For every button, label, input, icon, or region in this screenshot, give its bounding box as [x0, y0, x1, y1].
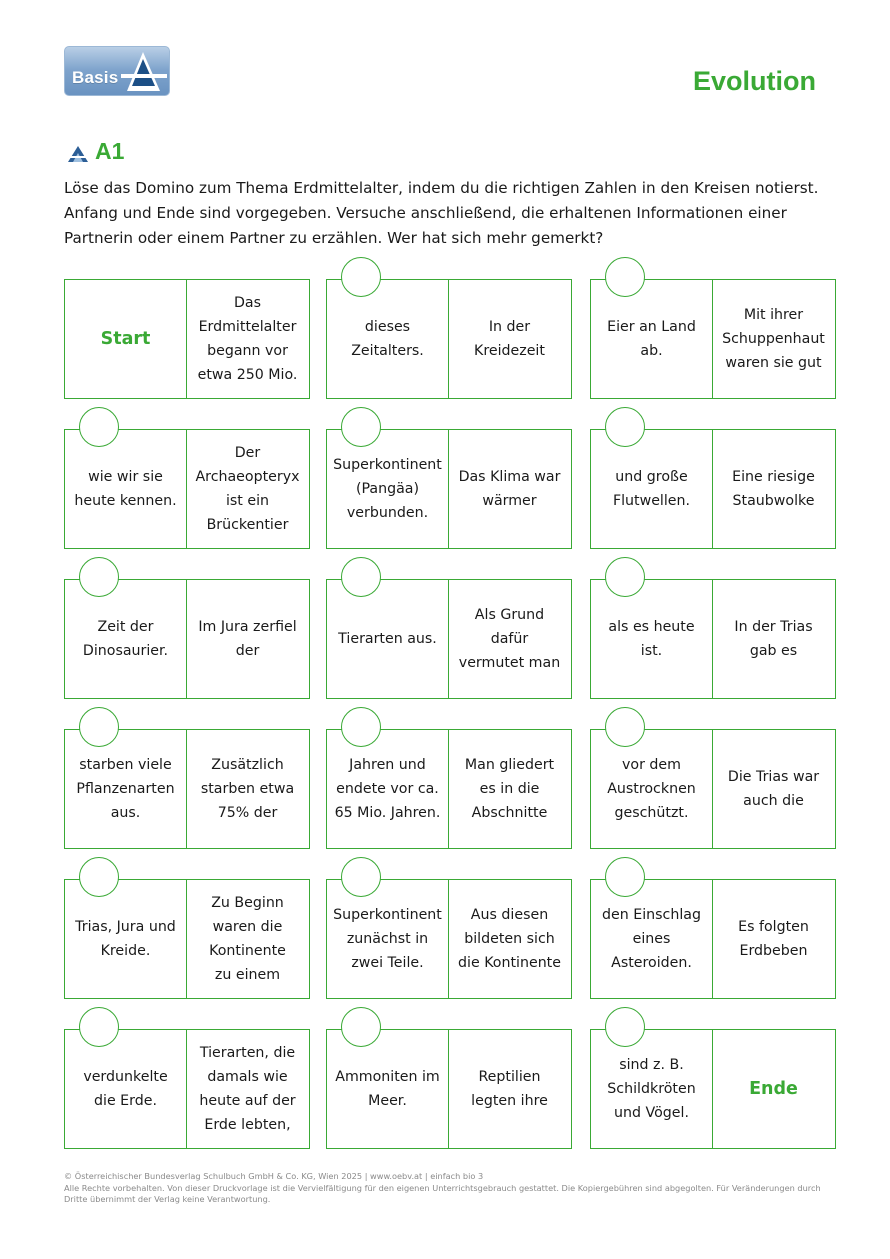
domino-card — [64, 879, 310, 999]
domino-card-left-text: Superkontinent zunächst in zwei Teile. — [333, 907, 442, 971]
answer-circle[interactable] — [341, 1007, 381, 1047]
answer-circle[interactable] — [341, 707, 381, 747]
answer-circle[interactable] — [79, 857, 119, 897]
answer-circle[interactable] — [341, 257, 381, 297]
answer-circle[interactable] — [605, 557, 645, 597]
domino-card — [590, 729, 836, 849]
domino-card-left-text: Eier an Land ab. — [607, 319, 696, 359]
answer-circle[interactable] — [605, 707, 645, 747]
domino-card-right-text: Der Archaeopteryx ist ein Brückentier — [195, 445, 300, 533]
answer-circle[interactable] — [605, 257, 645, 297]
domino-card-right-text: Das Erdmittelalter begann vor etwa 250 Mio. — [197, 295, 298, 383]
answer-circle[interactable] — [605, 407, 645, 447]
domino-card-left-text: sind z. B. Schildkröten und Vögel. — [607, 1057, 696, 1121]
task-instructions — [64, 176, 834, 251]
domino-card-right-text: Das Klima war wärmer — [458, 469, 561, 509]
domino-card-left-text: Jahren und endete vor ca. 65 Mio. Jahren. — [334, 757, 441, 821]
domino-card-right-text: Die Trias war auch die — [727, 769, 820, 809]
domino-card-left-text: starben viele Pflanzenarten aus. — [76, 757, 175, 821]
domino-card-right-text: Reptilien legten ihre — [471, 1069, 548, 1109]
answer-circle[interactable] — [341, 557, 381, 597]
answer-circle[interactable] — [605, 1007, 645, 1047]
page-title: Evolution — [693, 66, 816, 96]
domino-card — [64, 1029, 310, 1149]
answer-circle[interactable] — [79, 1007, 119, 1047]
domino-card-right-text: Als Grund dafür vermutet man — [458, 607, 561, 671]
domino-card-left-text: wie wir sie heute kennen. — [74, 469, 177, 509]
domino-card-right-text: Aus diesen bildeten sich die Kontinente — [458, 907, 561, 971]
footer-rights: Alle Rechte vorbehalten. Von dieser Druckvorlage ist die Vervielfältigung für den eigenen Unterrichtsgebrauch gestattet. Die Kopiergebühren sind abgegolten. Für Veränderungen durch — [64, 1182, 821, 1193]
pyramid-icon — [65, 47, 170, 96]
domino-card-left-text: Trias, Jura und Kreide. — [75, 919, 176, 959]
domino-card-left-text: Tierarten aus. — [338, 631, 437, 647]
domino-card — [590, 879, 836, 999]
domino-card-right-text: Tierarten, die damals wie heute auf der Erde lebten, — [199, 1045, 296, 1133]
domino-card-right-text: Es folgten Erdbeben — [738, 919, 809, 959]
domino-card-right-text: Man gliedert es in die Abschnitte — [464, 757, 555, 821]
domino-card-left-text: verdunkelte die Erde. — [83, 1069, 168, 1109]
instruction-line: Löse das Domino zum Thema Erdmittelalter, indem du die richtigen Zahlen in den Kreisen notierst. — [64, 179, 819, 197]
answer-circle[interactable] — [341, 857, 381, 897]
domino-card — [64, 729, 310, 849]
domino-card-right-text: Eine riesige Staubwolke — [732, 469, 815, 509]
instruction-line: Anfang und Ende sind vorgegeben. Versuche anschließend, die erhaltenen Informationen einer — [64, 204, 787, 222]
task-label: A1 — [95, 138, 125, 164]
domino-card-left-text: Superkontinent (Pangäa) verbunden. — [333, 457, 442, 521]
domino-card — [64, 279, 310, 399]
answer-circle[interactable] — [605, 857, 645, 897]
domino-card — [326, 879, 572, 999]
domino-card — [326, 579, 572, 699]
domino-card-right-text: Im Jura zerfiel der — [198, 619, 297, 659]
domino-card — [64, 579, 310, 699]
domino-card — [64, 429, 310, 549]
answer-circle[interactable] — [79, 707, 119, 747]
footer-liability: Dritte übernimmt der Verlag keine Verantwortung. — [64, 1194, 271, 1204]
domino-card — [590, 279, 836, 399]
domino-card-right-text: Mit ihrer Schuppenhaut waren sie gut — [722, 307, 825, 371]
domino-card — [590, 429, 836, 549]
answer-circle[interactable] — [79, 407, 119, 447]
domino-card — [590, 1029, 836, 1149]
footer-copyright: © Österreichischer Bundesverlag Schulbuch GmbH & Co. KG, Wien 2025 | www.oebv.at | einfach bio 3 — [64, 1171, 484, 1181]
domino-card — [326, 1029, 572, 1149]
domino-card-left-text: vor dem Austrocknen geschützt. — [607, 757, 696, 821]
domino-card-left-text: und große Flutwellen. — [612, 469, 691, 509]
domino-card — [590, 579, 836, 699]
domino-card-left-text: Ammoniten im Meer. — [335, 1069, 440, 1109]
logo-text: Basis — [72, 68, 119, 87]
domino-card-left-text: Start — [100, 329, 151, 349]
answer-circle[interactable] — [79, 557, 119, 597]
domino-card-left-text: Zeit der Dinosaurier. — [82, 619, 169, 659]
footer — [64, 1171, 834, 1206]
answer-circle[interactable] — [341, 407, 381, 447]
domino-card-left-text: den Einschlag eines Asteroiden. — [602, 907, 701, 971]
domino-card — [326, 279, 572, 399]
pyramid-task-icon — [68, 146, 88, 163]
domino-card — [326, 729, 572, 849]
domino-card-right-text: Ende — [749, 1079, 798, 1099]
domino-card — [326, 429, 572, 549]
basis-logo — [64, 46, 170, 96]
domino-card-right-text: Zusätzlich starben etwa 75% der — [200, 757, 295, 821]
domino-card-left-text: als es heute ist. — [608, 619, 695, 659]
domino-card-right-text: In der Kreidezeit — [474, 319, 545, 359]
domino-card-left-text: dieses Zeitalters. — [351, 319, 424, 359]
domino-card-right-text: Zu Beginn waren die Kontinente zu einem — [209, 895, 286, 983]
domino-card-right-text: In der Trias gab es — [734, 619, 813, 659]
instruction-line: Partnerin oder einem Partner zu erzählen. Wer hat sich mehr gemerkt? — [64, 229, 604, 247]
